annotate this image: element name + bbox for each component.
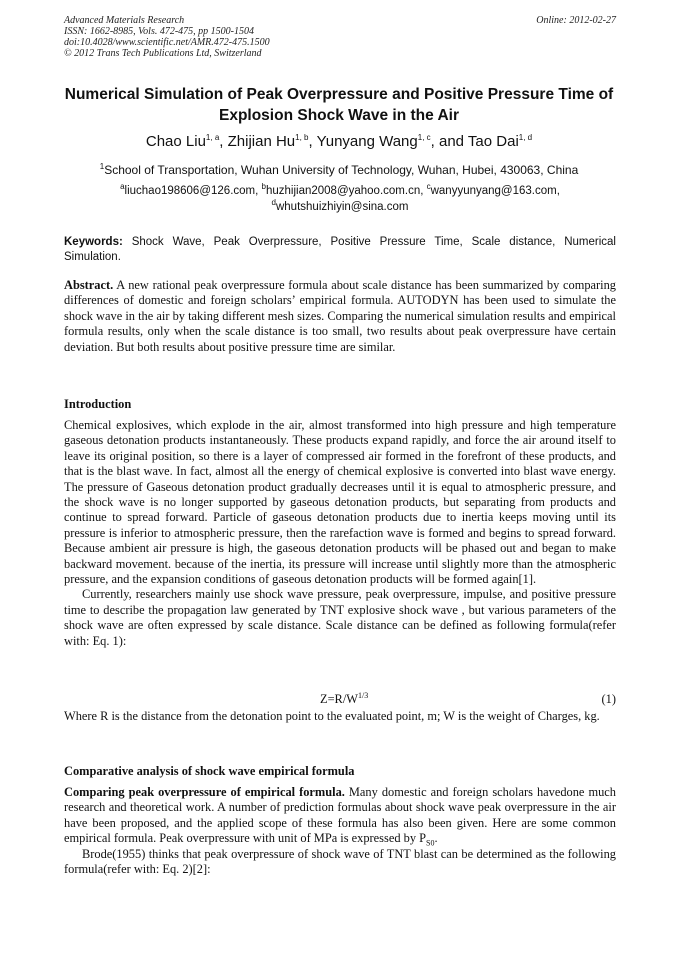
- abstract-text: A new rational peak overpressure formula about scale distance has been summarized by comparing differences of domestic and foreign scholars’ empirical formula. AUTODYN has been used to simulate the shock wave in the air by taking different mesh sizes. Comparing the numerical simulation results and empirical formula results, only when the scale distance is too small, two results about peak overpressure have certain deviation. But both results about positive pressure time are similar.: [64, 278, 616, 354]
- comparative-body: [64, 785, 616, 877]
- equation-exponent: 1/3: [357, 690, 369, 700]
- paragraph: [64, 785, 616, 847]
- abstract-label: Abstract.: [64, 278, 114, 292]
- author-list: [40, 132, 638, 152]
- paragraph: Brode(1955) thinks that peak overpressure of shock wave of TNT blast can be determined as the following formula(refer with: Eq. 2)[2]:: [64, 846, 616, 877]
- author-name: Zhijian Hu: [227, 133, 296, 150]
- section-heading-comparative: Comparative analysis of shock wave empirical formula: [64, 764, 355, 778]
- run-in-heading: Comparing peak overpressure of empirical formula.: [64, 785, 345, 799]
- subscript: S0: [426, 838, 435, 848]
- author-separator: ,: [219, 133, 228, 150]
- email-address: wanyyunyang@163.com: [430, 185, 557, 197]
- section-heading-introduction: Introduction: [64, 397, 132, 411]
- keywords-text: Shock Wave, Peak Overpressure, Positive Pressure Time, Scale distance, Numerical Simulation.: [64, 236, 616, 263]
- paper-title: Numerical Simulation of Peak Overpressure and Positive Pressure Time of Explosion Shock Wave in the Air: [64, 86, 614, 124]
- equation-1: [64, 692, 616, 708]
- author-affil-mark: 1, c: [417, 133, 431, 142]
- online-date: Online: 2012-02-27: [536, 15, 616, 26]
- author-affil-mark: 1, a: [205, 133, 220, 142]
- author-name: Tao Dai: [467, 133, 519, 150]
- introduction-body: [64, 418, 616, 649]
- email-mark: d: [271, 198, 276, 208]
- abstract: [64, 278, 616, 355]
- equation-lhs: Z=R/W: [320, 692, 358, 706]
- author-name: Chao Liu: [145, 133, 206, 150]
- affiliation-text: School of Transportation, Wuhan University of Technology, Wuhan, Hubei, 430063, China: [104, 163, 579, 177]
- journal-header: [64, 15, 616, 59]
- affiliation: [40, 162, 638, 178]
- author-separator: ,: [308, 133, 317, 150]
- keywords-label: Keywords:: [64, 236, 123, 248]
- equation-number: (1): [601, 692, 616, 706]
- email-address: huzhijian2008@yahoo.com.cn: [265, 185, 421, 197]
- paragraph: Where R is the distance from the detonation point to the evaluated point, m; W is the weight of Charges, kg.: [64, 709, 600, 723]
- journal-doi: doi:10.4028/www.scientific.net/AMR.472-475.1500: [64, 37, 270, 48]
- email-mark: a: [120, 182, 125, 192]
- email-list: $^a$liuchao198606@126.com, $^b$huzhijian2008@yahoo.com.cn, $^c$wanyyunyang@163.com, $^d$whutshuizhiyin@sina.com: [120, 182, 560, 213]
- author-affil-mark: 1, b: [295, 133, 309, 142]
- journal-issn: ISSN: 1662-8985, Vols. 472-475, pp 1500-1504: [64, 26, 254, 37]
- journal-name: Advanced Materials Research: [64, 15, 185, 26]
- affiliation-mark: 1: [99, 162, 105, 171]
- paragraph-end: .: [434, 831, 438, 846]
- journal-copyright: © 2012 Trans Tech Publications Ltd, Switzerland: [64, 48, 262, 59]
- paragraph-text: Many domestic and foreign scholars havedone much research and theoretical work. A number of prediction formulas about shock wave peak overpressure in the air have been proposed, and the applied scope of these formula has also been given. Here are some common empirical formula. Peak overpressure with unit of MPa is expressed by P: [64, 785, 616, 846]
- paragraph: Chemical explosives, which explode in the air, almost transformed into high pressure and high temperature gaseous detonation products instantaneously. These products expand rapidly, and force the air around itself to leave its original position, so there is a layer of compressed air formed in the forefront of these products, and that is the blast wave. In fact, almost all the energy of chemical explosive is converted into blast wave energy. The pressure of Gaseous detonation product gradually decreases until it is equal to atmospheric pressure, and the shock wave is no longer supported by gaseous detonation products, but separating from products and continue to spread forward. Particle of gaseous detonation products due to inertia keeps moving until its pressure is inferior to atmospheric pressure, then the rarefaction wave is formed and begins to spread forward. Because ambient air pressure is high, the gaseous detonation products will be phased out and began to make backward movement. because of the inertia, its pressure will increase until slightly more than the atmospheric pressure, and the expansion conditions of gaseous detonation products will be formed again[1].: [64, 418, 616, 587]
- author-affil-mark: 1, d: [518, 133, 533, 142]
- email-address: whutshuizhiyin@sina.com: [275, 201, 409, 213]
- paragraph: Currently, researchers mainly use shock wave pressure, peak overpressure, impulse, and positive pressure time to describe the propagation law generated by TNT explosive shock wave , but various parameters of the shock wave are often expressed by scale distance. Scale distance can be defined as following formula(refer with: Eq. 1):: [64, 587, 616, 648]
- author-separator: , and: [430, 133, 468, 150]
- equation-formula: [320, 692, 368, 707]
- author-name: Yunyang Wang: [316, 133, 418, 150]
- email-address: liuchao198606@126.com: [124, 185, 256, 197]
- keywords: [64, 235, 616, 265]
- email-mark: b: [261, 182, 266, 192]
- email-mark: c: [426, 182, 431, 192]
